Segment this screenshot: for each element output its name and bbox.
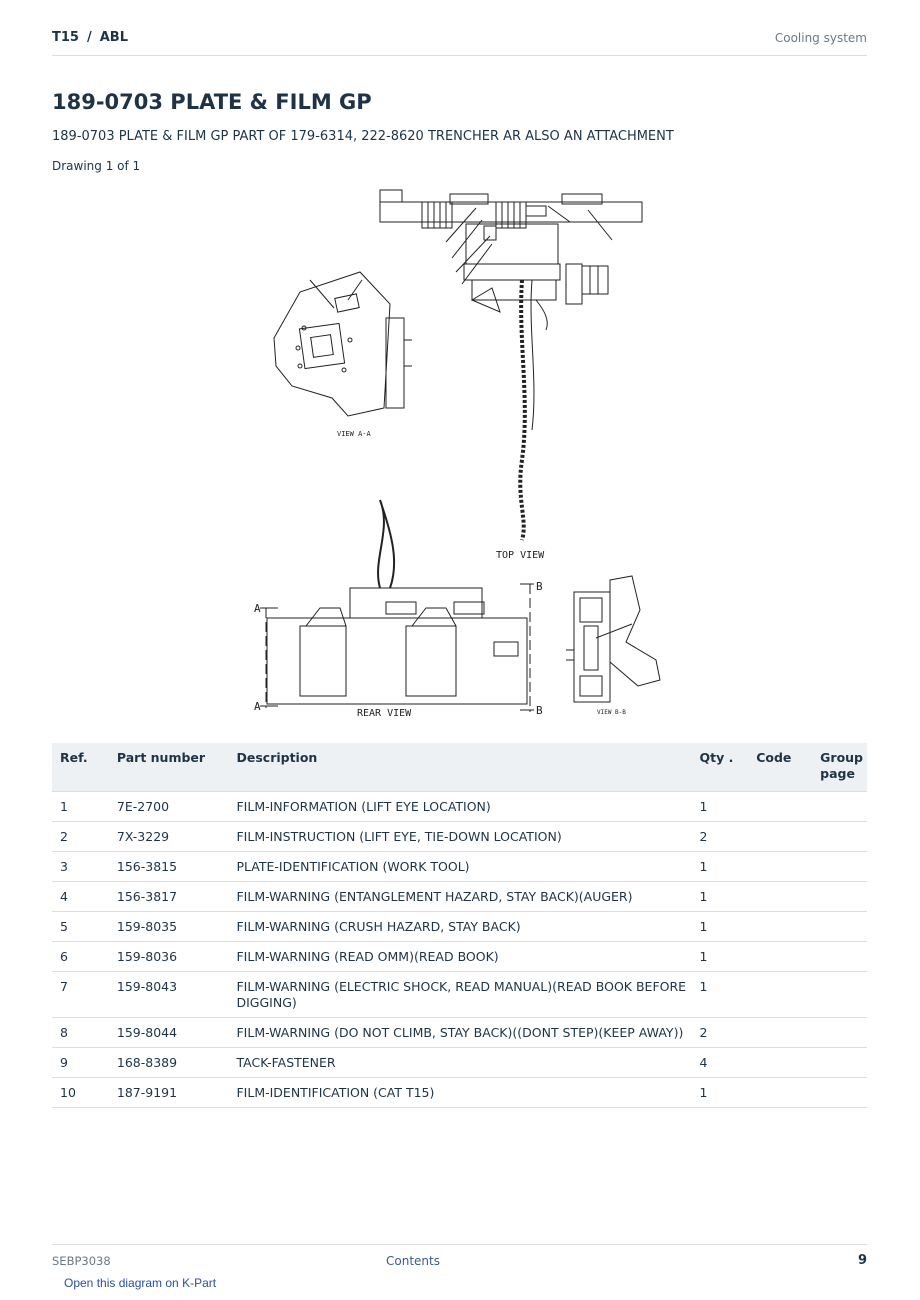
cell-description: FILM-WARNING (ENTANGLEMENT HAZARD, STAY BACK)(AUGER) [228,882,691,912]
header-qty: Qty . [691,743,748,792]
breadcrumb-section: ABL [99,30,128,45]
table-row [52,792,867,822]
table-row [52,1018,867,1048]
cell-group-page [812,852,867,882]
cell-ref: 5 [52,912,109,942]
cell-part-number: 156-3815 [109,852,229,882]
cell-qty: 1 [691,792,748,822]
section-marker-b-top: B [536,580,543,593]
table-row [52,882,867,912]
cell-code [748,792,812,822]
cell-qty: 1 [691,972,748,1018]
cell-part-number: 159-8035 [109,912,229,942]
cell-code [748,942,812,972]
section-marker-a-bottom: A [254,700,261,713]
cell-code [748,1078,812,1108]
cell-ref: 1 [52,792,109,822]
contents-link[interactable]: Contents [386,1254,440,1268]
cell-description: FILM-INSTRUCTION (LIFT EYE, TIE-DOWN LOCATION) [228,822,691,852]
cell-description: FILM-INFORMATION (LIFT EYE LOCATION) [228,792,691,822]
cell-ref: 6 [52,942,109,972]
document-id: SEBP3038 [52,1254,111,1268]
cell-group-page [812,1078,867,1108]
header-code: Code [748,743,812,792]
cell-description: FILM-WARNING (DO NOT CLIMB, STAY BACK)((DONT STEP)(KEEP AWAY)) [228,1018,691,1048]
cell-qty: 1 [691,852,748,882]
cell-group-page [812,1048,867,1078]
cell-description: FILM-IDENTIFICATION (CAT T15) [228,1078,691,1108]
drawing-count-label: Drawing 1 of 1 [52,159,141,173]
cell-qty: 2 [691,822,748,852]
breadcrumb [52,30,128,45]
cell-part-number: 159-8043 [109,972,229,1018]
cell-description: TACK-FASTENER [228,1048,691,1078]
cell-code [748,1048,812,1078]
table-header-row [52,743,867,792]
view-aa-drawing [274,272,412,416]
cell-code [748,852,812,882]
cell-ref: 10 [52,1078,109,1108]
page-subtitle: 189-0703 PLATE & FILM GP PART OF 179-6314, 222-8620 TRENCHER AR ALSO AN ATTACHMENT [52,129,674,144]
cell-ref: 8 [52,1018,109,1048]
cell-part-number: 168-8389 [109,1048,229,1078]
cell-code [748,972,812,1018]
page-number: 9 [857,1253,867,1268]
table-row [52,822,867,852]
header-ref: Ref. [52,743,109,792]
cell-description: FILM-WARNING (ELECTRIC SHOCK, READ MANUAL)(READ BOOK BEFORE DIGGING) [228,972,691,1018]
cell-description: FILM-WARNING (READ OMM)(READ BOOK) [228,942,691,972]
cell-part-number: 7X-3229 [109,822,229,852]
cell-code [748,822,812,852]
page-footer [52,1244,867,1275]
cell-ref: 2 [52,822,109,852]
cell-code [748,882,812,912]
cell-qty: 1 [691,1078,748,1108]
open-in-kpart-link[interactable]: Open this diagram on K-Part [64,1276,217,1290]
view-aa-label: VIEW A-A [337,430,371,438]
table-row [52,1078,867,1108]
cell-ref: 4 [52,882,109,912]
cell-description: FILM-WARNING (CRUSH HAZARD, STAY BACK) [228,912,691,942]
cell-part-number: 7E-2700 [109,792,229,822]
section-marker-b-bottom: B [536,704,543,717]
table-row [52,852,867,882]
cell-qty: 1 [691,882,748,912]
cell-qty: 1 [691,912,748,942]
view-bb-drawing [566,576,660,702]
cell-group-page [812,972,867,1018]
cell-group-page [812,1018,867,1048]
cell-part-number: 156-3817 [109,882,229,912]
header-group-page: Group page [812,743,867,792]
cell-code [748,1018,812,1048]
cell-description: PLATE-IDENTIFICATION (WORK TOOL) [228,852,691,882]
section-title: Cooling system [774,31,867,45]
cell-ref: 7 [52,972,109,1018]
view-bb-label: VIEW B-B [597,709,626,716]
page-title: 189-0703 PLATE & FILM GP [52,90,372,114]
parts-table [52,743,867,1108]
cell-group-page [812,912,867,942]
cell-code [748,912,812,942]
top-view-drawing [380,190,642,540]
breadcrumb-separator: / [86,30,92,45]
rear-view-drawing [260,500,534,712]
cell-part-number: 187-9191 [109,1078,229,1108]
cell-qty: 4 [691,1048,748,1078]
cell-part-number: 159-8044 [109,1018,229,1048]
cell-group-page [812,822,867,852]
cell-part-number: 159-8036 [109,942,229,972]
table-row [52,912,867,942]
cell-ref: 3 [52,852,109,882]
cell-group-page [812,882,867,912]
section-marker-a-top: A [254,602,261,615]
breadcrumb-model: T15 [52,30,79,45]
cell-ref: 9 [52,1048,109,1078]
cell-qty: 1 [691,942,748,972]
cell-group-page [812,942,867,972]
header-description: Description [228,743,691,792]
cell-group-page [812,792,867,822]
top-view-label: TOP VIEW [496,550,545,561]
page-header [52,28,867,56]
parts-diagram-svg [240,180,680,725]
header-part-number: Part number [109,743,229,792]
parts-diagram[interactable] [240,180,680,725]
table-row [52,1048,867,1078]
table-row [52,972,867,1018]
rear-view-label: REAR VIEW [357,708,412,719]
cell-qty: 2 [691,1018,748,1048]
table-row [52,942,867,972]
